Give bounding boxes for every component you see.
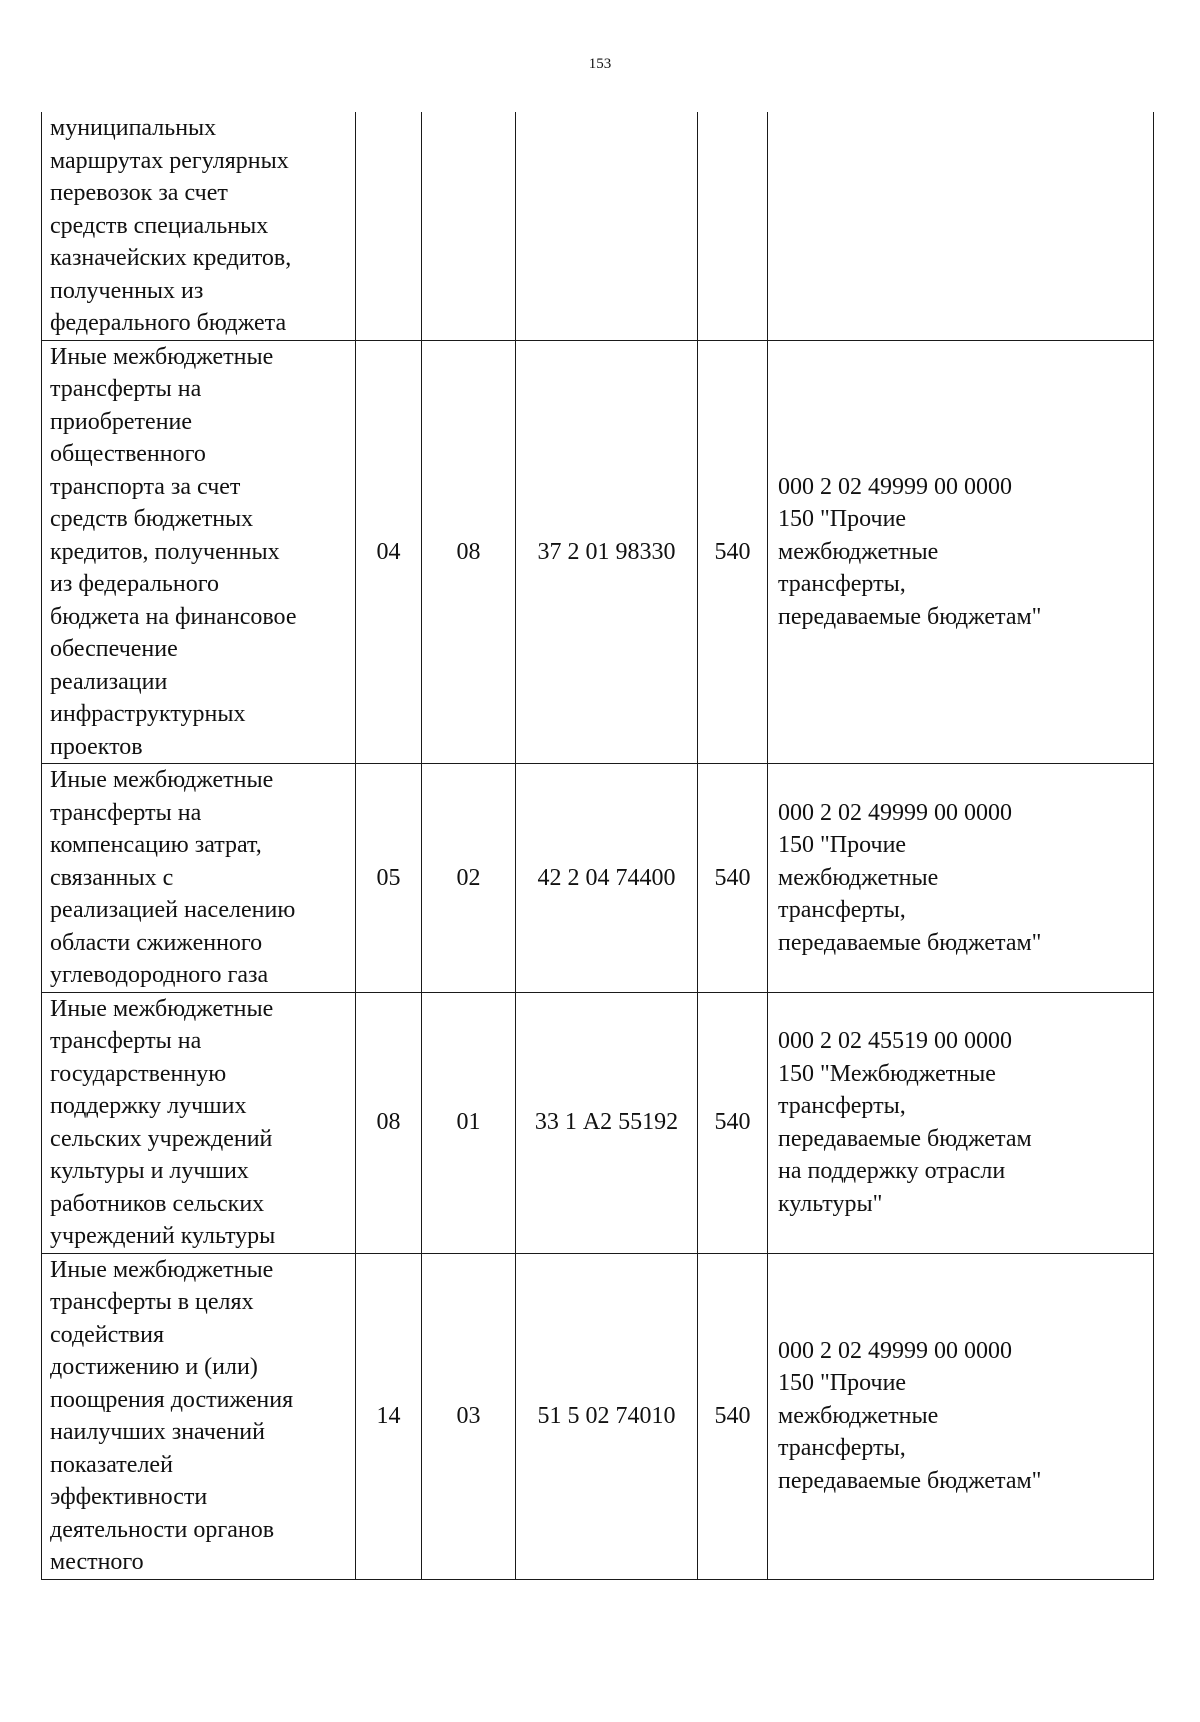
description-line: углеводородного газа (50, 962, 269, 988)
expense-type-cell: 540 (698, 764, 768, 993)
description-line: приобретение (50, 408, 193, 435)
description-line: трансферты в целях (50, 1289, 254, 1315)
description-cell (42, 112, 356, 340)
revenue-code-line: 150 "Межбюджетные (778, 1060, 996, 1087)
description-line: государственную (50, 1060, 227, 1087)
description-line: достижению и (или) (50, 1354, 258, 1380)
description-line: наилучших значений (50, 1419, 265, 1445)
description-line: показателей (50, 1451, 173, 1478)
target-article-cell: 37 2 01 98330 (516, 340, 698, 764)
revenue-code-line: межбюджетные (778, 864, 939, 891)
table-row (42, 112, 1154, 340)
description-line: компенсацию затрат, (50, 832, 262, 858)
revenue-code-line: передаваемые бюджетам" (778, 1467, 1042, 1494)
subsection-cell (422, 112, 516, 340)
target-article-cell: 51 5 02 74010 (516, 1253, 698, 1579)
revenue-code-line: 150 "Прочие (778, 1370, 907, 1397)
revenue-code-cell (768, 112, 1154, 340)
revenue-code-line: межбюджетные (778, 538, 939, 565)
description-line: трансферты на (50, 376, 202, 402)
description-line: бюджета на финансовое (50, 603, 297, 630)
description-cell (42, 1253, 356, 1579)
description-line: сельских учреждений (50, 1125, 273, 1152)
description-line: деятельности органов (50, 1516, 275, 1543)
revenue-code-line: трансферты, (778, 1435, 906, 1462)
description-line: средств специальных (50, 212, 269, 239)
description-line: муниципальных (50, 115, 217, 141)
subsection-cell: 08 (422, 340, 516, 764)
description-line: Иные межбюджетные (50, 343, 274, 370)
revenue-code-line: передаваемые бюджетам (778, 1125, 1032, 1152)
description-line: трансферты на (50, 1028, 202, 1054)
table-row (42, 1253, 1154, 1579)
description-line: реализацией населению (50, 897, 296, 923)
description-line: местного (50, 1549, 144, 1575)
description-cell (42, 992, 356, 1253)
subsection-cell: 01 (422, 992, 516, 1253)
revenue-code-line: культуры" (778, 1190, 883, 1217)
description-line: поощрения достижения (50, 1386, 294, 1413)
revenue-code-cell (768, 1253, 1154, 1579)
description-line: общественного (50, 441, 206, 467)
description-line: эффективности (50, 1484, 208, 1510)
description-line: проектов (50, 733, 143, 760)
expense-type-cell: 540 (698, 992, 768, 1253)
description-cell (42, 340, 356, 764)
revenue-code-line: 000 2 02 49999 00 0000 (778, 1337, 1012, 1364)
description-line: казначейских кредитов, (50, 245, 292, 271)
revenue-code-cell (768, 340, 1154, 764)
budget-table (41, 112, 1154, 1580)
description-line: средств бюджетных (50, 506, 254, 532)
table-row (42, 992, 1154, 1253)
description-line: из федерального (50, 571, 219, 597)
expense-type-cell: 540 (698, 340, 768, 764)
description-cell (42, 764, 356, 993)
revenue-code-line: трансферты, (778, 897, 906, 923)
section-cell (356, 112, 422, 340)
subsection-cell: 03 (422, 1253, 516, 1579)
table-row (42, 340, 1154, 764)
table-row (42, 764, 1154, 993)
revenue-code-cell (768, 992, 1154, 1253)
description-line: Иные межбюджетные (50, 767, 274, 793)
revenue-code-line: передаваемые бюджетам" (778, 603, 1042, 630)
revenue-code-line: 000 2 02 45519 00 0000 (778, 1028, 1012, 1054)
expense-type-cell (698, 112, 768, 340)
description-line: Иные межбюджетные (50, 1256, 274, 1283)
description-line: обеспечение (50, 636, 178, 662)
expense-type-cell: 540 (698, 1253, 768, 1579)
revenue-code-line: на поддержку отрасли (778, 1158, 1006, 1184)
description-line: Иные межбюджетные (50, 995, 274, 1022)
revenue-code-line: 150 "Прочие (778, 832, 907, 858)
target-article-cell (516, 112, 698, 340)
description-line: полученных из (50, 277, 204, 304)
description-line: содействия (50, 1321, 165, 1348)
description-line: связанных с (50, 864, 174, 891)
description-line: федерального бюджета (50, 310, 287, 336)
page-number: 153 (588, 56, 612, 72)
description-line: культуры и лучших (50, 1158, 249, 1184)
section-cell: 04 (356, 340, 422, 764)
description-line: учреждений культуры (50, 1223, 276, 1249)
revenue-code-line: трансферты, (778, 571, 906, 597)
description-line: поддержку лучших (50, 1093, 247, 1119)
revenue-code-line: передаваемые бюджетам" (778, 929, 1042, 956)
description-line: инфраструктурных (50, 701, 246, 727)
target-article-cell: 33 1 А2 55192 (516, 992, 698, 1253)
subsection-cell: 02 (422, 764, 516, 993)
description-line: транспорта за счет (50, 473, 241, 500)
target-article-cell: 42 2 04 74400 (516, 764, 698, 993)
description-line: трансферты на (50, 799, 202, 826)
description-line: реализации (50, 668, 168, 695)
description-line: маршрутах регулярных (50, 147, 289, 174)
section-cell: 05 (356, 764, 422, 993)
revenue-code-line: 000 2 02 49999 00 0000 (778, 799, 1012, 826)
description-line: области сжиженного (50, 929, 263, 956)
description-line: перевозок за счет (50, 180, 228, 206)
section-cell: 08 (356, 992, 422, 1253)
revenue-code-line: трансферты, (778, 1093, 906, 1119)
description-line: работников сельских (50, 1190, 265, 1217)
section-cell: 14 (356, 1253, 422, 1579)
revenue-code-line: 000 2 02 49999 00 0000 (778, 473, 1012, 500)
description-line: кредитов, полученных (50, 538, 280, 565)
revenue-code-cell (768, 764, 1154, 993)
revenue-code-line: межбюджетные (778, 1402, 939, 1429)
revenue-code-line: 150 "Прочие (778, 506, 907, 532)
